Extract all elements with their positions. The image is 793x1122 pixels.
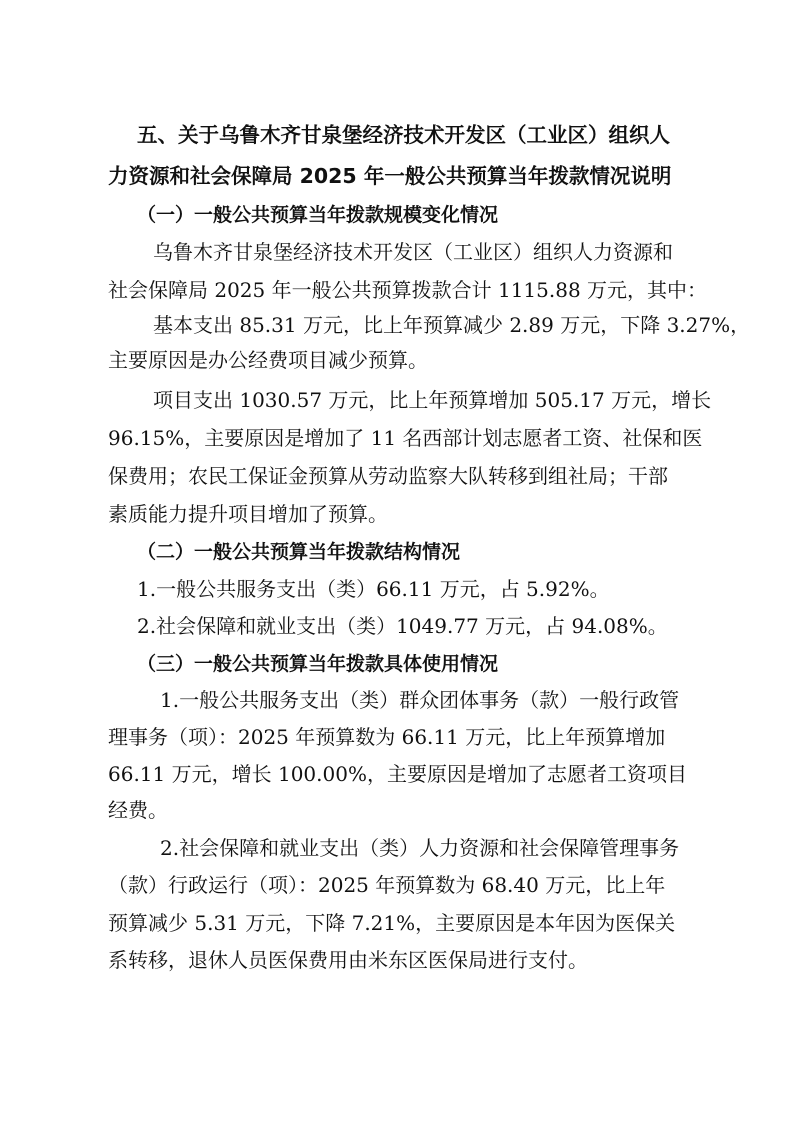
section-1-paragraph-2-line-1: 基本支出 85.31 万元，比上年预算减少 2.89 万元，下降 3.27%，: [153, 313, 751, 337]
section-3-heading: （三）一般公共预算当年拨款具体使用情况: [137, 653, 499, 675]
section-3-item-1-line-4: 经费。: [108, 798, 168, 822]
section-3-item-2-line-4: 系转移，退休人员医保费用由米东区医保局进行支付。: [108, 948, 588, 972]
section-1-paragraph-2-line-2: 主要原因是办公经费项目减少预算。: [108, 348, 428, 372]
section-3-item-2-line-3: 预算减少 5.31 万元，下降 7.21%，主要原因是本年因为医保关: [108, 911, 676, 935]
section-3-item-2-line-2: （款）行政运行（项）：2025 年预算数为 68.40 万元，比上年: [108, 873, 666, 897]
section-3-item-2-line-1: 2.社会保障和就业支出（类）人力资源和社会保障管理事务: [160, 836, 680, 860]
section-2-item-1: 1.一般公共服务支出（类）66.11 万元，占 5.92%。: [137, 577, 610, 601]
section-1-paragraph-1-line-2: 社会保障局 2025 年一般公共预算拨款合计 1115.88 万元，其中：: [108, 278, 708, 302]
section-3-item-1-line-1: 1.一般公共服务支出（类）群众团体事务（款）一般行政管: [160, 688, 680, 712]
section-1-heading: （一）一般公共预算当年拨款规模变化情况: [137, 204, 499, 226]
section-1-paragraph-3-line-1: 项目支出 1030.57 万元，比上年预算增加 505.17 万元，增长: [153, 388, 712, 412]
section-3-item-1-line-2: 理事务（项）：2025 年预算数为 66.11 万元，比上年预算增加: [108, 725, 666, 749]
section-3-item-1-line-3: 66.11 万元，增长 100.00%，主要原因是增加了志愿者工资项目: [108, 762, 687, 786]
document-title-line-2: 力资源和社会保障局 2025 年一般公共预算当年拨款情况说明: [108, 164, 672, 188]
section-1-paragraph-3-line-4: 素质能力提升项目增加了预算。: [108, 502, 388, 526]
document-title-line-1: 五、关于乌鲁木齐甘泉堡经济技术开发区（工业区）组织人: [137, 123, 670, 147]
section-1-paragraph-3-line-2: 96.15%，主要原因是增加了 11 名西部计划志愿者工资、社保和医: [108, 426, 703, 450]
section-1-paragraph-3-line-3: 保费用；农民工保证金预算从劳动监察大队转移到组社局；干部: [108, 464, 668, 488]
section-2-heading: （二）一般公共预算当年拨款结构情况: [137, 541, 461, 563]
section-2-item-2: 2.社会保障和就业支出（类）1049.77 万元，占 94.08%。: [137, 614, 668, 638]
section-1-paragraph-1-line-1: 乌鲁木齐甘泉堡经济技术开发区（工业区）组织人力资源和: [153, 240, 673, 264]
